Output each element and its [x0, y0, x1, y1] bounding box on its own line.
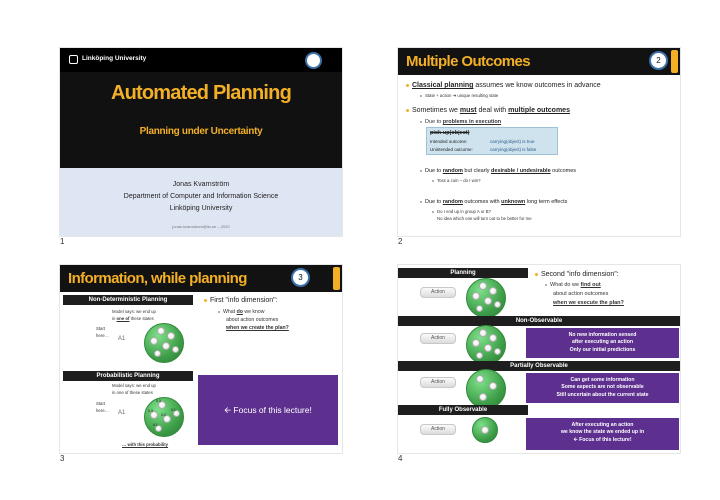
s2-bullet-4-sub1: [432, 209, 491, 214]
s3-bullet-title: First "info dimension":: [210, 297, 278, 304]
s3-hdr-prob: Probabilistic Planning: [63, 371, 193, 381]
slide3-title: Information, while planning: [68, 270, 247, 287]
bullet-icon: [535, 273, 538, 276]
s2-b4-pre: Due to: [425, 199, 443, 205]
slide2-badge: 2: [649, 51, 668, 70]
s2-bullet-3: [420, 168, 576, 174]
s4-sub1: [545, 282, 601, 288]
s2-b3-mid: but clearly: [462, 168, 492, 174]
s4-sub1-u: find out: [580, 282, 601, 288]
s2-bullet-4: [420, 199, 567, 205]
s4-state-cluster-3: [466, 369, 506, 409]
slide1-author: Jonas Kvarnström: [172, 181, 230, 188]
state-icon: [479, 329, 487, 337]
slide1-title: Automated Planning: [110, 82, 292, 104]
s3-sub1-pre: What: [223, 309, 237, 315]
s4-state-single: [472, 417, 498, 443]
s3-model2-a: Model says: we end up: [112, 383, 156, 388]
s2-b4-sub1: Do I end up in group A or B?: [437, 209, 491, 214]
state-icon: [479, 393, 487, 401]
s4-box-full-l1: After executing an action: [571, 422, 634, 428]
s2-b2-sub-pre: Due to: [425, 119, 443, 125]
slide1-footer: jonas.kvarnstrom@liu.se – 2020: [172, 224, 230, 229]
s4-sub2: about action outcomes: [553, 291, 609, 297]
s4-box-non-l1: No new information sensed: [568, 332, 637, 338]
state-icon: [472, 339, 480, 347]
s4-action-3: Action: [420, 377, 456, 388]
s2-bullet-2-sub: [420, 119, 501, 125]
s3-sub1-u: do: [236, 309, 243, 315]
slide-1: [60, 48, 342, 236]
state-icon: [150, 337, 158, 345]
s4-action-1: Action: [420, 287, 456, 298]
s3-with-prob: … with this probability: [122, 442, 169, 447]
s2-b3-post: outcomes: [550, 168, 577, 174]
s4-box-non-l2: after executing an action: [571, 339, 634, 346]
slide-4: [398, 265, 680, 453]
state-icon: [489, 334, 497, 342]
s3-state-cluster-2: [144, 397, 184, 437]
s3-here-2: here…: [96, 408, 109, 413]
s4-state-cluster-2: [466, 325, 506, 365]
s2-b2-pre: Sometimes we: [412, 107, 460, 114]
s4-bullet: [535, 271, 619, 278]
s4-sub1-pre: What do we: [550, 282, 581, 288]
s4-box-full: [526, 418, 679, 450]
s3-model2-b: in one of these states: [112, 390, 153, 395]
state-icon: [484, 344, 492, 352]
slide3-badge: 3: [291, 268, 310, 287]
state-icon: [476, 352, 483, 359]
s4-hdr-planning: Planning: [398, 268, 528, 278]
subbullet-icon: [432, 211, 434, 213]
s2-b2-u2: multiple outcomes: [508, 107, 570, 114]
s3-sub1-post: we know: [242, 309, 265, 315]
s4-box-partial-l2: Some aspects are not observable: [561, 384, 644, 391]
subbullet-icon: [432, 180, 434, 182]
s3-model1-b: [112, 316, 154, 321]
state-icon: [157, 327, 165, 335]
s4-box-full-l2: we know the state we ended up in: [560, 429, 645, 436]
state-icon: [162, 342, 170, 350]
state-icon: [476, 375, 484, 383]
s3-prob-0: 0.3: [156, 399, 161, 403]
slide2-titlebar: [398, 48, 680, 75]
s3-a1-1: A1: [118, 336, 126, 342]
liu-logo-icon: [69, 55, 78, 64]
s2-box-title: pick-up(object): [430, 130, 470, 136]
s3-start-2: Start: [96, 401, 106, 406]
state-icon: [494, 348, 501, 355]
s3-state-cluster-1: [144, 323, 184, 363]
state-icon: [172, 346, 179, 353]
s2-b1-sub: State + action ➔ unique resulting state: [425, 93, 499, 98]
s4-action-4: Action: [420, 424, 456, 435]
s2-b2-sub-u: problems in execution: [442, 119, 502, 125]
bullet-icon: [406, 84, 409, 87]
subbullet-icon: [420, 170, 422, 172]
s2-b4-u1: random: [442, 199, 463, 205]
s2-b3-sub: Toss a coin – do I win?: [437, 178, 481, 183]
subbullet-icon: [420, 95, 422, 97]
s2-box-r2-val: carrying(object) is false: [490, 147, 537, 152]
s4-bullet-title: Second "info dimension":: [541, 271, 619, 278]
s2-bullet-3-sub: [432, 178, 480, 183]
s3-model1-a: Model says: we end up: [112, 309, 156, 314]
s2-b2-mid: deal with: [476, 107, 509, 114]
s2-b2-u1: must: [459, 107, 477, 114]
s3-prob-2: 0.2: [161, 413, 166, 417]
s4-box-full-l3: 🡨 Focus of this lecture!: [573, 436, 632, 443]
s3-prob-1: 0.3: [148, 409, 153, 413]
s3-start-1: Start: [96, 326, 106, 331]
slide3-titlebar: [60, 265, 342, 292]
subbullet-icon: [545, 284, 547, 286]
page-number-4: 4: [398, 454, 403, 463]
page-number-1: 1: [60, 237, 65, 246]
liu-tab-icon: [333, 267, 340, 290]
s4-hdr-partial: Partially Observable: [398, 361, 680, 371]
state-icon: [472, 292, 480, 300]
state-icon: [489, 287, 497, 295]
state-icon: [481, 426, 489, 434]
s2-pickup-box: [426, 127, 558, 155]
s2-b4-post: long term effects: [525, 199, 568, 205]
s3-m1b-post: these states: [129, 316, 154, 321]
subbullet-icon: [420, 201, 422, 203]
s2-b1-post: assumes we know outcomes in advance: [473, 82, 601, 89]
s2-b1-u: Classical planning: [412, 82, 474, 89]
subbullet-icon: [218, 311, 220, 313]
s3-bullet-sub2: about action outcomes: [226, 317, 279, 323]
s2-box-r2-label: Unintended outcome:: [430, 147, 473, 152]
s3-prob-3: 0.1: [171, 408, 176, 412]
s4-hdr-non: Non-Observable: [398, 316, 680, 326]
s2-b3-pre: Due to: [425, 168, 443, 174]
s2-b3-u1: random: [442, 168, 463, 174]
s2-bullet-1: [406, 82, 601, 89]
s2-b3-u2: desirable / undesirable: [491, 168, 551, 174]
s3-m1b-pre: in: [112, 316, 117, 321]
page-number-2: 2: [398, 237, 403, 246]
liu-tab-icon: [671, 50, 678, 73]
s4-state-cluster-1: [466, 278, 506, 318]
s3-bullet-sub1: [218, 309, 265, 315]
s2-b4-mid: outcomes with: [462, 199, 502, 205]
s2-bullet-2: [406, 107, 570, 114]
s3-a1-2: A1: [118, 410, 126, 416]
slide2-title: Multiple Outcomes: [406, 53, 530, 70]
state-icon: [484, 297, 492, 305]
s2-bullet-1-sub: [420, 93, 498, 99]
s3-focus-text: 🡨 Focus of this lecture!: [224, 405, 312, 415]
slide1-org: Linköping University: [169, 205, 233, 212]
s3-hdr-nondet: Non-Deterministic Planning: [63, 295, 193, 305]
s4-action-2: Action: [420, 333, 456, 344]
subbullet-icon: [420, 121, 422, 123]
s4-box-non-l3: Only our initial predictions: [569, 346, 636, 353]
state-icon: [489, 382, 497, 390]
s2-box-r1-label: Intended outcome:: [430, 139, 468, 144]
slide-2: [398, 48, 680, 236]
s3-prob-4: 0.1: [153, 423, 158, 427]
s3-focus-box: [198, 375, 338, 445]
slide1-subtitle: Planning under Uncertainty: [139, 126, 263, 137]
bullet-icon: [406, 109, 409, 112]
slide-3: [60, 265, 342, 453]
s4-box-partial: [526, 373, 679, 403]
s2-bullet-4-sub2: No idea which one will turn out to be better for me: [437, 216, 532, 221]
page-number-3: 3: [60, 454, 65, 463]
s3-m1b-u: one of: [116, 316, 130, 321]
slide1-department: Department of Computer and Information Science: [123, 193, 279, 200]
s3-bullet-sub3: when we create the plan?: [226, 325, 289, 331]
s3-bullet: [204, 297, 278, 304]
state-icon: [167, 332, 175, 340]
s4-box-partial-l3: Still uncertain about the current state: [556, 391, 649, 398]
seal-icon: [305, 52, 322, 69]
s4-hdr-full: Fully Observable: [398, 405, 528, 415]
bullet-icon: [204, 299, 207, 302]
university-name: Linköping University: [82, 55, 147, 62]
state-icon: [154, 350, 161, 357]
s4-box-non: [526, 328, 679, 358]
state-icon: [479, 282, 487, 290]
state-icon: [494, 301, 501, 308]
s2-box-r1-val: carrying(object) is true: [490, 139, 535, 144]
state-icon: [476, 305, 483, 312]
s3-here-1: here…: [96, 333, 109, 338]
s2-b4-u2: unknown: [501, 199, 526, 205]
s4-sub3: when we execute the plan?: [553, 300, 624, 306]
s4-box-partial-l1: Can get some information: [570, 377, 635, 383]
